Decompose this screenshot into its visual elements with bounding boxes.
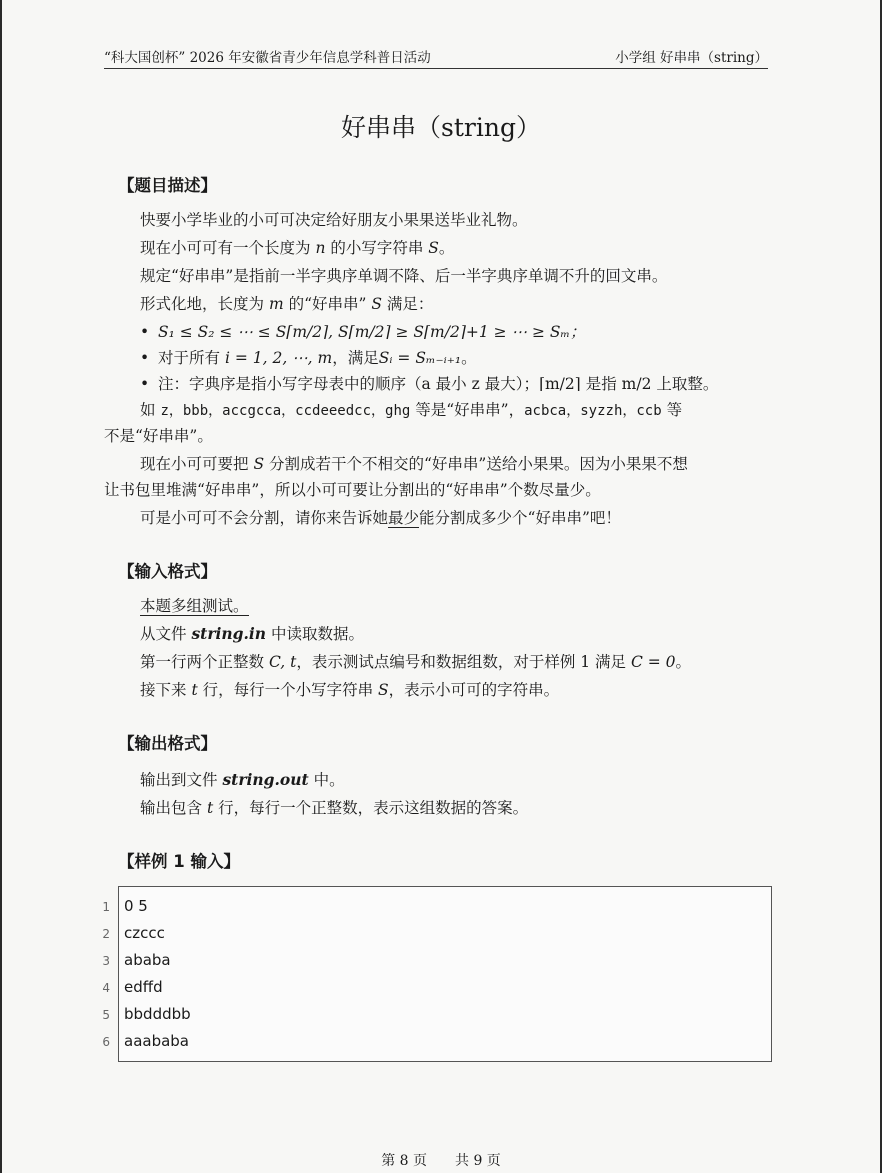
sample-line: bbdddbb (124, 1005, 191, 1023)
emphasis-text: 本题多组测试。 (140, 597, 249, 615)
sample-line: edffd (124, 978, 163, 996)
page-header (104, 46, 768, 68)
header-problem-name: 小学组 好串串（string） (615, 50, 768, 66)
math-formula: C = 0 (630, 653, 676, 671)
sample-line: 0 5 (124, 897, 148, 915)
input-line-3 (140, 650, 691, 672)
text-fragment: 现在小可可要把 (140, 455, 254, 473)
bullet-monotonic-condition (140, 320, 586, 342)
bullet-palindrome-condition (140, 346, 477, 368)
text-fragment: 能分割成多少个“好串串”吧！ (419, 509, 621, 527)
text-fragment: ，表示小可可的字符串。 (388, 681, 560, 699)
sample-line: czccc (124, 924, 165, 942)
text-fragment: 。 (675, 653, 692, 671)
page-number: 第 8 页 (381, 1153, 427, 1169)
text-fragment: 现在小可可有一个长度为 (140, 239, 316, 257)
text-fragment: 行，每行一个正整数，表示这组数据的答案。 (213, 799, 529, 817)
note-text: 注：字典序是指小写字母表中的顺序（a 最小 z 最大）；⌈m/2⌉ 是指 m/2 上取整。 (158, 375, 719, 393)
text-fragment: 可是小可可不会分割，请你来告诉她 (140, 509, 389, 527)
math-var: t (206, 799, 214, 817)
emphasis-text: 最少 (388, 509, 420, 527)
section-heading-description: 【题目描述】 (118, 176, 217, 195)
header-divider (104, 68, 768, 69)
input-line-2 (140, 622, 364, 644)
output-filename: string.out (222, 770, 309, 789)
math-var: S (371, 295, 382, 313)
desc-paragraph-5 (140, 398, 682, 420)
desc-paragraph-3: 规定“好串串”是指前一半字典序单调不降、后一半字典序单调不升的回文串。 (140, 267, 668, 285)
text-fragment: 行，每行一个小写字符串 (197, 681, 379, 699)
desc-paragraph-6-continued: 让书包里堆满“好串串”，所以小可可要让分割出的“好串串”个数尽量少。 (104, 481, 601, 499)
math-var: n (315, 239, 326, 257)
section-heading-input: 【输入格式】 (118, 562, 217, 581)
line-number: 5 (102, 1008, 110, 1022)
text-fragment: 等 (661, 401, 683, 419)
header-contest-name: “科大国创杯” 2026 年安徽省青少年信息学科普日活动 (104, 50, 431, 66)
output-line-1 (140, 768, 345, 790)
text-fragment: 输出包含 (140, 799, 207, 817)
text-fragment: 满足： (381, 295, 434, 313)
text-fragment: 形式化地，长度为 (140, 295, 269, 313)
text-fragment: ，满足 (332, 349, 379, 367)
text-fragment: 输出到文件 (140, 771, 223, 789)
line-number: 1 (102, 900, 110, 914)
input-filename: string.in (191, 624, 267, 643)
math-formula: Sᵢ = Sₘ₋ᵢ₊₁ (378, 349, 462, 367)
line-number: 4 (102, 981, 110, 995)
text-fragment: 第一行两个正整数 (140, 653, 269, 671)
page-edge-left (0, 0, 2, 1173)
page-total: 共 9 页 (455, 1153, 501, 1169)
text-fragment: 等是“好串串”， (410, 401, 525, 419)
input-line-4 (140, 678, 559, 700)
good-examples: z，bbb，accgcca，ccdeeedcc，ghg (160, 403, 411, 419)
output-line-2 (140, 796, 528, 818)
bad-examples: acbca，syzzh，ccb (524, 403, 662, 419)
text-fragment: 。 (438, 239, 455, 257)
text-fragment: 。 (461, 349, 477, 367)
math-var: t (191, 681, 198, 699)
desc-paragraph-1: 快要小学毕业的小可可决定给好朋友小果果送毕业礼物。 (140, 211, 528, 229)
text-fragment: 的“好串串” (283, 295, 372, 313)
text-fragment: 从文件 (140, 625, 192, 643)
input-line-1 (140, 594, 249, 616)
bullet-dot: • (140, 323, 150, 341)
bullet-dot: • (140, 375, 150, 393)
math-var: m (268, 295, 284, 313)
line-number: 3 (102, 954, 110, 968)
text-fragment: 中。 (308, 771, 345, 789)
line-number: 6 (102, 1035, 110, 1049)
math-formula: i = 1, 2, ⋯, m (224, 349, 333, 367)
desc-paragraph-4 (140, 292, 433, 314)
math-var: S (428, 239, 439, 257)
line-number: 2 (102, 927, 110, 941)
sample-line: aaababa (124, 1032, 190, 1050)
bullet-dot: • (140, 349, 150, 367)
math-formula: C, t (268, 653, 297, 671)
sample-input-box (118, 886, 772, 1062)
text-fragment: 分割成若干个不相交的“好串串”送给小果果。因为小果果不想 (264, 455, 688, 473)
bullet-note (140, 372, 718, 394)
text-fragment: 的小写字符串 (325, 239, 429, 257)
text-fragment: 如 (140, 401, 161, 419)
math-formula: S₁ ≤ S₂ ≤ ⋯ ≤ S⌈m/2⌉, S⌈m/2⌉ ≥ S⌈m/2⌉+1 ≥ ⋯ ≥ Sₘ； (158, 323, 586, 341)
math-var: S (378, 681, 389, 699)
desc-paragraph-7 (140, 506, 621, 528)
page-footer (0, 1150, 882, 1170)
text-fragment: 接下来 (140, 681, 192, 699)
problem-title: 好串串（string） (341, 113, 541, 142)
math-var: S (253, 455, 265, 473)
text-fragment: 对于所有 (158, 349, 225, 367)
text-fragment: 中读取数据。 (266, 625, 364, 643)
section-heading-output: 【输出格式】 (118, 734, 217, 753)
section-heading-sample-input: 【样例 1 输入】 (118, 852, 240, 871)
text-fragment: ，表示测试点编号和数据组数，对于样例 1 满足 (296, 653, 631, 671)
desc-paragraph-2 (140, 236, 454, 258)
desc-paragraph-6 (140, 452, 688, 474)
desc-paragraph-5-continued: 不是“好串串”。 (104, 427, 213, 445)
sample-line: ababa (124, 951, 171, 969)
